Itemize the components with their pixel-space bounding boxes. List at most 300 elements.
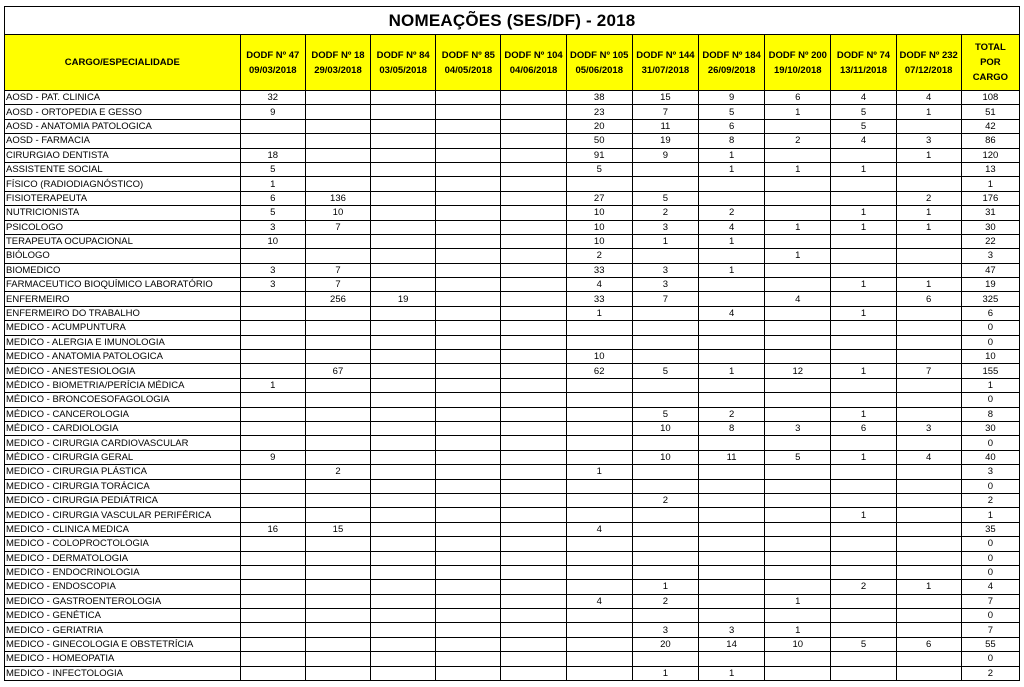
value-cell bbox=[240, 335, 305, 349]
cargo-cell: MEDICO - GENÉTICA bbox=[5, 609, 241, 623]
value-cell: 67 bbox=[305, 364, 370, 378]
value-cell: 2 bbox=[831, 580, 896, 594]
value-cell bbox=[699, 350, 765, 364]
cargo-cell: MÉDICO - CIRURGIA GERAL bbox=[5, 450, 241, 464]
value-cell bbox=[896, 479, 961, 493]
value-cell bbox=[305, 551, 370, 565]
value-cell bbox=[765, 652, 831, 666]
nomeacoes-table-sheet bbox=[4, 6, 1020, 681]
value-cell: 1 bbox=[765, 594, 831, 608]
cargo-cell: AOSD - PAT. CLINICA bbox=[5, 91, 241, 105]
value-cell bbox=[436, 522, 501, 536]
value-cell: 256 bbox=[305, 292, 370, 306]
table-row bbox=[5, 551, 1020, 565]
value-cell bbox=[501, 551, 566, 565]
dodf-date: 05/06/2018 bbox=[575, 64, 623, 76]
table-title: NOMEAÇÕES (SES/DF) - 2018 bbox=[5, 7, 1020, 35]
value-cell bbox=[305, 350, 370, 364]
total-cell: 3 bbox=[961, 465, 1019, 479]
dodf-column-header bbox=[305, 35, 370, 91]
value-cell: 4 bbox=[566, 278, 632, 292]
value-cell bbox=[501, 493, 566, 507]
total-cell: 51 bbox=[961, 105, 1019, 119]
value-cell bbox=[305, 623, 370, 637]
dodf-date: 29/03/2018 bbox=[314, 64, 362, 76]
value-cell bbox=[831, 609, 896, 623]
value-cell bbox=[831, 465, 896, 479]
value-cell bbox=[240, 493, 305, 507]
value-cell bbox=[566, 623, 632, 637]
value-cell bbox=[371, 508, 436, 522]
value-cell: 10 bbox=[305, 206, 370, 220]
value-cell bbox=[896, 321, 961, 335]
value-cell bbox=[831, 234, 896, 248]
total-cell: 0 bbox=[961, 565, 1019, 579]
value-cell bbox=[632, 350, 698, 364]
value-cell bbox=[305, 105, 370, 119]
value-cell bbox=[240, 364, 305, 378]
dodf-column-header bbox=[896, 35, 961, 91]
cargo-cell: AOSD - ANATOMIA PATOLOGICA bbox=[5, 119, 241, 133]
value-cell: 2 bbox=[305, 465, 370, 479]
value-cell: 12 bbox=[765, 364, 831, 378]
table-row bbox=[5, 565, 1020, 579]
value-cell: 15 bbox=[632, 91, 698, 105]
value-cell bbox=[699, 580, 765, 594]
value-cell bbox=[831, 594, 896, 608]
value-cell bbox=[632, 537, 698, 551]
total-cell: 31 bbox=[961, 206, 1019, 220]
value-cell bbox=[240, 580, 305, 594]
value-cell: 2 bbox=[632, 206, 698, 220]
value-cell: 8 bbox=[699, 134, 765, 148]
value-cell: 1 bbox=[896, 206, 961, 220]
cargo-cell: AOSD - FARMACIA bbox=[5, 134, 241, 148]
total-cell: 8 bbox=[961, 407, 1019, 421]
value-cell: 10 bbox=[632, 421, 698, 435]
value-cell bbox=[305, 565, 370, 579]
value-cell: 1 bbox=[896, 105, 961, 119]
value-cell bbox=[831, 666, 896, 680]
value-cell bbox=[501, 292, 566, 306]
value-cell bbox=[371, 623, 436, 637]
value-cell bbox=[305, 119, 370, 133]
value-cell: 3 bbox=[896, 134, 961, 148]
value-cell bbox=[436, 306, 501, 320]
cargo-cell: MEDICO - GASTROENTEROLOGIA bbox=[5, 594, 241, 608]
dodf-number: DODF Nº 144 bbox=[636, 49, 695, 61]
value-cell bbox=[501, 105, 566, 119]
nomeacoes-table bbox=[4, 6, 1020, 681]
value-cell bbox=[305, 479, 370, 493]
value-cell bbox=[436, 407, 501, 421]
total-cell: 6 bbox=[961, 306, 1019, 320]
value-cell bbox=[371, 609, 436, 623]
value-cell bbox=[240, 609, 305, 623]
total-cell: 4 bbox=[961, 580, 1019, 594]
total-cell: 19 bbox=[961, 278, 1019, 292]
dodf-column-header bbox=[371, 35, 436, 91]
total-cell: 0 bbox=[961, 551, 1019, 565]
table-row bbox=[5, 465, 1020, 479]
value-cell bbox=[831, 191, 896, 205]
value-cell: 1 bbox=[831, 508, 896, 522]
value-cell bbox=[699, 436, 765, 450]
cargo-cell: MEDICO - CLINICA MEDICA bbox=[5, 522, 241, 536]
value-cell bbox=[436, 364, 501, 378]
value-cell bbox=[632, 321, 698, 335]
cargo-cell: FÍSICO (RADIODIAGNÓSTICO) bbox=[5, 177, 241, 191]
table-row bbox=[5, 220, 1020, 234]
value-cell bbox=[566, 493, 632, 507]
value-cell: 6 bbox=[831, 421, 896, 435]
value-cell: 5 bbox=[632, 364, 698, 378]
value-cell bbox=[501, 364, 566, 378]
value-cell: 10 bbox=[566, 220, 632, 234]
value-cell bbox=[240, 407, 305, 421]
value-cell bbox=[371, 479, 436, 493]
value-cell bbox=[436, 508, 501, 522]
value-cell bbox=[501, 134, 566, 148]
value-cell: 1 bbox=[765, 162, 831, 176]
cargo-cell: MEDICO - ENDOSCOPIA bbox=[5, 580, 241, 594]
cargo-cell: MEDICO - ANATOMIA PATOLOGICA bbox=[5, 350, 241, 364]
value-cell bbox=[371, 393, 436, 407]
value-cell bbox=[371, 105, 436, 119]
value-cell bbox=[501, 637, 566, 651]
value-cell bbox=[501, 350, 566, 364]
value-cell bbox=[436, 594, 501, 608]
value-cell bbox=[436, 652, 501, 666]
value-cell: 6 bbox=[240, 191, 305, 205]
dodf-date: 31/07/2018 bbox=[641, 64, 690, 76]
value-cell bbox=[632, 508, 698, 522]
value-cell bbox=[371, 162, 436, 176]
value-cell bbox=[240, 249, 305, 263]
table-row bbox=[5, 479, 1020, 493]
value-cell bbox=[436, 134, 501, 148]
value-cell bbox=[240, 637, 305, 651]
cargo-cell: BIÓLOGO bbox=[5, 249, 241, 263]
value-cell bbox=[632, 479, 698, 493]
value-cell bbox=[305, 393, 370, 407]
value-cell bbox=[436, 537, 501, 551]
total-cell: 10 bbox=[961, 350, 1019, 364]
cargo-cell: MEDICO - HOMEOPATIA bbox=[5, 652, 241, 666]
value-cell: 10 bbox=[632, 450, 698, 464]
cargo-cell: MEDICO - GERIATRIA bbox=[5, 623, 241, 637]
total-cell: 1 bbox=[961, 508, 1019, 522]
value-cell bbox=[831, 493, 896, 507]
value-cell: 20 bbox=[566, 119, 632, 133]
value-cell bbox=[831, 393, 896, 407]
total-cell: 0 bbox=[961, 393, 1019, 407]
value-cell: 11 bbox=[632, 119, 698, 133]
value-cell: 1 bbox=[566, 465, 632, 479]
value-cell bbox=[896, 436, 961, 450]
dodf-column-header bbox=[566, 35, 632, 91]
value-cell bbox=[765, 393, 831, 407]
value-cell bbox=[436, 105, 501, 119]
value-cell bbox=[896, 537, 961, 551]
value-cell bbox=[240, 421, 305, 435]
value-cell: 5 bbox=[566, 162, 632, 176]
value-cell bbox=[305, 249, 370, 263]
value-cell: 4 bbox=[831, 134, 896, 148]
value-cell bbox=[566, 177, 632, 191]
value-cell: 5 bbox=[632, 407, 698, 421]
value-cell bbox=[566, 479, 632, 493]
value-cell bbox=[566, 609, 632, 623]
value-cell bbox=[305, 162, 370, 176]
value-cell bbox=[896, 119, 961, 133]
table-row bbox=[5, 609, 1020, 623]
value-cell: 10 bbox=[566, 350, 632, 364]
value-cell bbox=[371, 522, 436, 536]
value-cell bbox=[240, 623, 305, 637]
value-cell: 3 bbox=[240, 220, 305, 234]
value-cell bbox=[566, 450, 632, 464]
value-cell bbox=[632, 162, 698, 176]
total-cell: 22 bbox=[961, 234, 1019, 248]
value-cell bbox=[501, 666, 566, 680]
cargo-column-header: CARGO/ESPECIALIDADE bbox=[5, 35, 241, 91]
value-cell bbox=[831, 249, 896, 263]
value-cell bbox=[566, 565, 632, 579]
value-cell bbox=[240, 134, 305, 148]
value-cell bbox=[436, 493, 501, 507]
value-cell bbox=[699, 493, 765, 507]
value-cell bbox=[699, 465, 765, 479]
value-cell bbox=[831, 436, 896, 450]
dodf-column-header bbox=[501, 35, 566, 91]
value-cell bbox=[765, 350, 831, 364]
table-row bbox=[5, 162, 1020, 176]
value-cell: 33 bbox=[566, 292, 632, 306]
value-cell: 1 bbox=[699, 234, 765, 248]
value-cell bbox=[305, 652, 370, 666]
total-cell: 0 bbox=[961, 609, 1019, 623]
value-cell: 6 bbox=[765, 91, 831, 105]
value-cell: 3 bbox=[896, 421, 961, 435]
cargo-cell: MEDICO - CIRURGIA PEDIÁTRICA bbox=[5, 493, 241, 507]
value-cell bbox=[305, 537, 370, 551]
value-cell bbox=[632, 335, 698, 349]
value-cell: 1 bbox=[699, 666, 765, 680]
value-cell bbox=[566, 436, 632, 450]
value-cell: 33 bbox=[566, 263, 632, 277]
value-cell bbox=[305, 508, 370, 522]
value-cell bbox=[240, 436, 305, 450]
value-cell bbox=[436, 162, 501, 176]
total-cell: 176 bbox=[961, 191, 1019, 205]
value-cell: 1 bbox=[831, 220, 896, 234]
table-row bbox=[5, 393, 1020, 407]
value-cell bbox=[632, 177, 698, 191]
value-cell: 5 bbox=[240, 162, 305, 176]
value-cell bbox=[501, 479, 566, 493]
value-cell bbox=[831, 263, 896, 277]
value-cell: 14 bbox=[699, 637, 765, 651]
value-cell: 1 bbox=[831, 206, 896, 220]
value-cell: 2 bbox=[632, 493, 698, 507]
value-cell: 20 bbox=[632, 637, 698, 651]
value-cell bbox=[632, 436, 698, 450]
value-cell bbox=[831, 148, 896, 162]
total-cell: 42 bbox=[961, 119, 1019, 133]
value-cell bbox=[371, 537, 436, 551]
value-cell bbox=[699, 537, 765, 551]
dodf-date: 19/10/2018 bbox=[774, 64, 822, 76]
value-cell: 27 bbox=[566, 191, 632, 205]
cargo-cell: MEDICO - GINECOLOGIA E OBSTETRÍCIA bbox=[5, 637, 241, 651]
value-cell bbox=[436, 177, 501, 191]
value-cell bbox=[632, 565, 698, 579]
value-cell bbox=[632, 551, 698, 565]
value-cell: 4 bbox=[896, 450, 961, 464]
dodf-number: DODF Nº 74 bbox=[836, 49, 891, 61]
cargo-cell: FISIOTERAPEUTA bbox=[5, 191, 241, 205]
value-cell bbox=[896, 335, 961, 349]
value-cell bbox=[765, 148, 831, 162]
table-row bbox=[5, 234, 1020, 248]
value-cell: 7 bbox=[896, 364, 961, 378]
table-row bbox=[5, 407, 1020, 421]
dodf-column-header bbox=[831, 35, 896, 91]
cargo-cell: MEDICO - ACUMPUNTURA bbox=[5, 321, 241, 335]
value-cell: 2 bbox=[566, 249, 632, 263]
value-cell bbox=[240, 393, 305, 407]
dodf-number: DODF Nº 232 bbox=[899, 49, 958, 61]
value-cell: 4 bbox=[699, 306, 765, 320]
value-cell bbox=[501, 652, 566, 666]
value-cell bbox=[765, 551, 831, 565]
value-cell bbox=[371, 551, 436, 565]
value-cell bbox=[371, 91, 436, 105]
value-cell: 9 bbox=[699, 91, 765, 105]
value-cell bbox=[699, 522, 765, 536]
value-cell bbox=[501, 465, 566, 479]
cargo-cell: MÉDICO - BIOMETRIA/PERÍCIA MÉDICA bbox=[5, 378, 241, 392]
value-cell: 10 bbox=[240, 234, 305, 248]
value-cell bbox=[240, 666, 305, 680]
value-cell: 1 bbox=[765, 249, 831, 263]
value-cell: 1 bbox=[632, 666, 698, 680]
cargo-cell: FARMACEUTICO BIOQUÍMICO LABORATÓRIO bbox=[5, 278, 241, 292]
total-cell: 35 bbox=[961, 522, 1019, 536]
value-cell bbox=[632, 465, 698, 479]
value-cell bbox=[371, 191, 436, 205]
cargo-cell: MEDICO - CIRURGIA CARDIOVASCULAR bbox=[5, 436, 241, 450]
total-header-line: CARGO bbox=[972, 72, 1009, 83]
value-cell: 9 bbox=[632, 148, 698, 162]
value-cell bbox=[240, 350, 305, 364]
value-cell bbox=[305, 637, 370, 651]
value-cell bbox=[896, 162, 961, 176]
value-cell bbox=[305, 450, 370, 464]
cargo-cell: MÉDICO - ANESTESIOLOGIA bbox=[5, 364, 241, 378]
value-cell bbox=[831, 551, 896, 565]
value-cell bbox=[371, 119, 436, 133]
value-cell: 1 bbox=[699, 162, 765, 176]
value-cell bbox=[699, 565, 765, 579]
value-cell bbox=[305, 421, 370, 435]
value-cell bbox=[896, 378, 961, 392]
value-cell bbox=[305, 493, 370, 507]
value-cell bbox=[699, 594, 765, 608]
value-cell bbox=[699, 508, 765, 522]
value-cell bbox=[501, 220, 566, 234]
value-cell bbox=[765, 580, 831, 594]
value-cell bbox=[831, 623, 896, 637]
value-cell bbox=[371, 465, 436, 479]
value-cell bbox=[371, 594, 436, 608]
value-cell bbox=[566, 335, 632, 349]
dodf-column-header bbox=[240, 35, 305, 91]
value-cell bbox=[632, 306, 698, 320]
value-cell bbox=[240, 652, 305, 666]
value-cell bbox=[501, 421, 566, 435]
value-cell: 1 bbox=[699, 148, 765, 162]
value-cell bbox=[765, 191, 831, 205]
value-cell bbox=[371, 234, 436, 248]
value-cell bbox=[501, 206, 566, 220]
value-cell bbox=[566, 537, 632, 551]
value-cell bbox=[699, 191, 765, 205]
value-cell bbox=[305, 580, 370, 594]
value-cell bbox=[566, 378, 632, 392]
total-cell: 0 bbox=[961, 479, 1019, 493]
value-cell bbox=[831, 378, 896, 392]
value-cell bbox=[436, 551, 501, 565]
value-cell: 2 bbox=[632, 594, 698, 608]
cargo-cell: MEDICO - DERMATOLOGIA bbox=[5, 551, 241, 565]
table-row bbox=[5, 378, 1020, 392]
value-cell bbox=[896, 609, 961, 623]
value-cell bbox=[371, 407, 436, 421]
value-cell bbox=[501, 148, 566, 162]
value-cell: 5 bbox=[765, 450, 831, 464]
value-cell: 3 bbox=[699, 623, 765, 637]
value-cell: 10 bbox=[765, 637, 831, 651]
value-cell bbox=[436, 378, 501, 392]
value-cell: 3 bbox=[240, 278, 305, 292]
value-cell bbox=[371, 263, 436, 277]
value-cell bbox=[371, 378, 436, 392]
value-cell: 1 bbox=[896, 220, 961, 234]
value-cell bbox=[699, 609, 765, 623]
value-cell bbox=[765, 335, 831, 349]
value-cell: 1 bbox=[896, 580, 961, 594]
value-cell bbox=[765, 306, 831, 320]
value-cell: 19 bbox=[632, 134, 698, 148]
table-row bbox=[5, 134, 1020, 148]
value-cell bbox=[632, 393, 698, 407]
value-cell bbox=[436, 580, 501, 594]
total-cell: 1 bbox=[961, 177, 1019, 191]
value-cell: 1 bbox=[632, 580, 698, 594]
value-cell bbox=[765, 177, 831, 191]
value-cell bbox=[501, 565, 566, 579]
table-row bbox=[5, 436, 1020, 450]
value-cell bbox=[436, 350, 501, 364]
value-cell bbox=[765, 666, 831, 680]
value-cell bbox=[240, 479, 305, 493]
value-cell bbox=[501, 278, 566, 292]
value-cell: 7 bbox=[632, 292, 698, 306]
value-cell: 1 bbox=[699, 364, 765, 378]
value-cell: 9 bbox=[240, 105, 305, 119]
